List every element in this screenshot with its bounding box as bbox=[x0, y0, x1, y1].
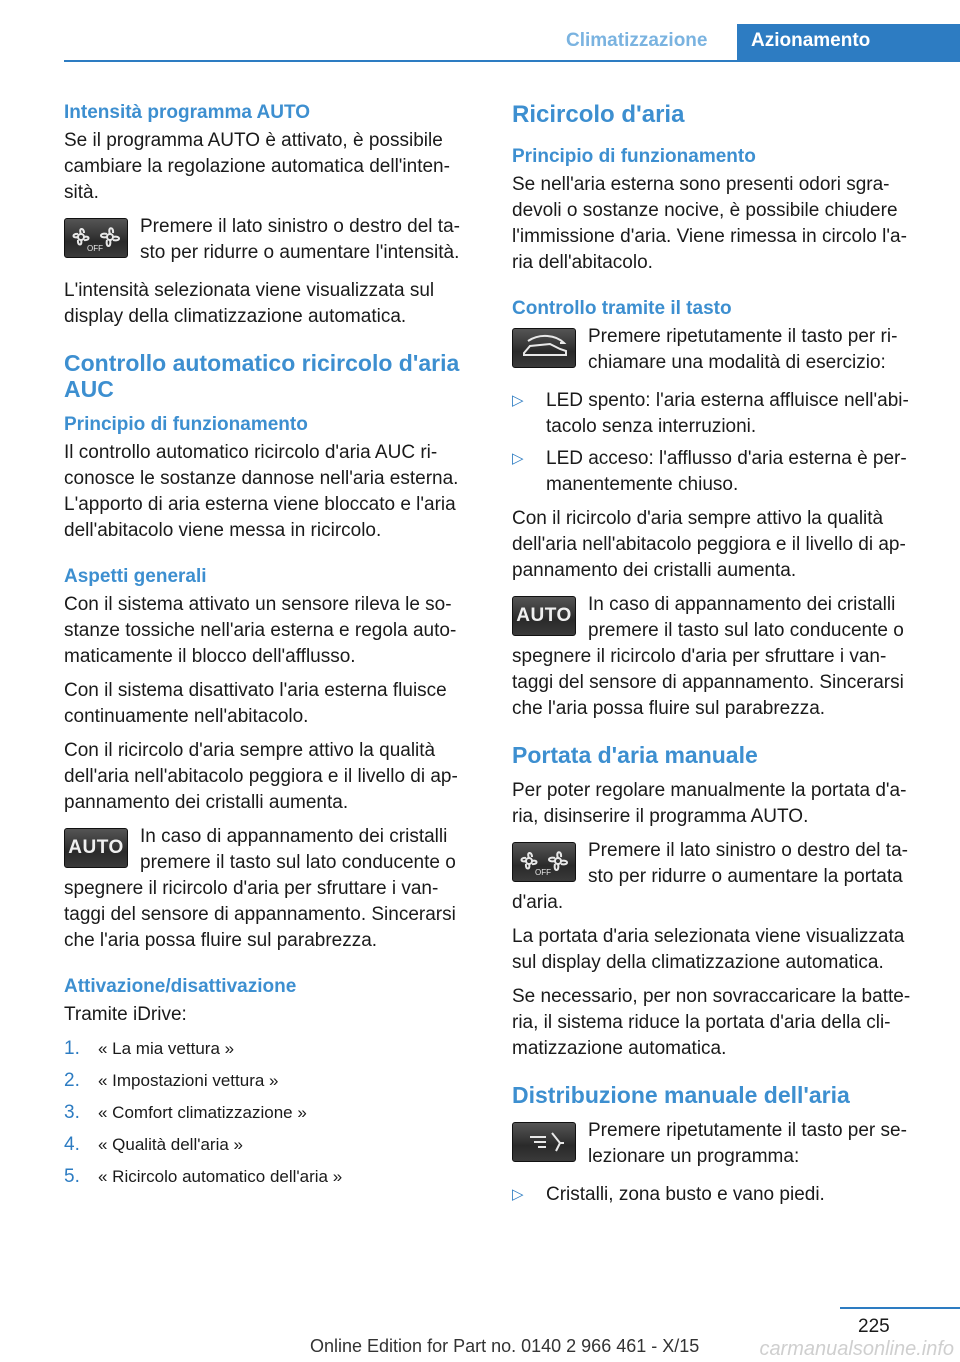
para-batteria: Se necessario, per non sovraccaricare la batte-ria, il sistema riduce la portata d'aria della cli-matizzazione automatica. bbox=[512, 986, 911, 1059]
step-item: 2. « Impostazioni vettura » bbox=[64, 1070, 279, 1091]
para-intensita: Se il programma AUTO è attivato, è possibile cambiare la regolazione automatica dell'inten-sità. bbox=[64, 130, 450, 203]
para-portata: Per poter regolare manualmente la portata d'a-ria, disinserire il programma AUTO. bbox=[512, 780, 907, 827]
para-aspetti-2: Con il sistema disattivato l'aria esterna fluisce continuamente nell'abitacolo. bbox=[64, 680, 447, 727]
header-section-label: Climatizzazione bbox=[566, 30, 708, 51]
heading-intensita: Intensità programma AUTO bbox=[64, 102, 310, 123]
fan-key-row-right bbox=[512, 838, 926, 924]
heading-distribuzione: Distribuzione manuale dell'aria bbox=[512, 1082, 850, 1108]
left-column bbox=[64, 100, 478, 1196]
auto-key-row-left bbox=[64, 824, 478, 962]
watermark: carmanualsonline.info bbox=[759, 1338, 954, 1360]
para-intensita-display: L'intensità selezionata viene visualizzata sul display della climatizzazione automatica. bbox=[64, 280, 435, 327]
led-bullets bbox=[512, 388, 926, 498]
fan-key-icon bbox=[512, 842, 576, 882]
footer-rule bbox=[840, 1307, 960, 1309]
recirc-key-row bbox=[512, 324, 926, 380]
footer-edition: Online Edition for Part no. 0140 2 966 461 - X/15 bbox=[310, 1336, 700, 1356]
auto-key-text-right: In caso di appannamento dei cristalli premere il tasto sul lato conducente o spegnere il ricircolo d'aria per sfruttare i van-taggi del sensore di appannamento. Sincerarsi che l'aria possa fluire sul parabrezza. bbox=[512, 594, 904, 719]
off-label: OFF bbox=[535, 868, 551, 877]
right-column bbox=[512, 100, 926, 1216]
para-principio-left: Il controllo automatico ricircolo d'aria AUC ri-conosce le sostanze dannose nell'aria esterna. L'apporto di aria esterna viene bloccato e l'aria dell'abitacolo viene messa in ricircolo. bbox=[64, 442, 459, 541]
auto-key-icon bbox=[512, 596, 576, 636]
step-item: 1. « La mia vettura » bbox=[64, 1038, 235, 1059]
heading-controllo: Controllo tramite il tasto bbox=[512, 298, 732, 319]
para-tramite: Tramite iDrive: bbox=[64, 1004, 187, 1025]
distribution-bullets bbox=[512, 1182, 926, 1208]
fan-key-text-right: Premere il lato sinistro o destro del ta-sto per ridurre o aumentare la portata d'aria. bbox=[512, 840, 908, 913]
para-portata-display: La portata d'aria selezionata viene visualizzata sul display della climatizzazione automatica. bbox=[512, 926, 905, 973]
list-item: ▷ LED acceso: l'afflusso d'aria esterna è per-manentemente chiuso. bbox=[512, 448, 907, 495]
recirc-key-text: Premere ripetutamente il tasto per ri-chiamare una modalità di esercizio: bbox=[588, 326, 898, 373]
heading-principio-right: Principio di funzionamento bbox=[512, 146, 756, 167]
distribution-key-text: Premere ripetutamente il tasto per se-lezionare un programma: bbox=[588, 1120, 907, 1167]
para-aspetti-1: Con il sistema attivato un sensore rileva le so-stanze tossiche nell'aria esterna e regola auto-maticamente il blocco dell'afflusso. bbox=[64, 594, 457, 667]
auto-key-icon bbox=[64, 828, 128, 868]
list-item: ▷ Cristalli, zona busto e vano piedi. bbox=[512, 1184, 825, 1205]
distribution-key-row bbox=[512, 1118, 926, 1174]
heading-aspetti: Aspetti generali bbox=[64, 566, 207, 587]
off-label: OFF bbox=[87, 244, 103, 253]
heading-ricircolo: Ricircolo d'aria bbox=[512, 101, 685, 128]
page-number: 225 bbox=[858, 1316, 890, 1337]
header-chapter-tab: Azionamento bbox=[737, 24, 960, 62]
auto-key-label: AUTO bbox=[516, 605, 572, 626]
recirculation-icon bbox=[512, 328, 576, 368]
fan-key-text: Premere il lato sinistro o destro del ta-sto per ridurre o aumentare l'intensità. bbox=[140, 216, 460, 263]
heading-attivazione: Attivazione/disattivazione bbox=[64, 976, 297, 997]
step-item: 3. « Comfort climatizzazione » bbox=[64, 1102, 307, 1123]
idrive-steps bbox=[64, 1036, 478, 1190]
para-aspetti-3: Con il ricircolo d'aria sempre attivo la qualità dell'aria nell'abitacolo peggiora e il livello di ap-pannamento dei cristalli aumenta. bbox=[64, 740, 458, 813]
step-item: 5. « Ricircolo automatico dell'aria » bbox=[64, 1166, 343, 1187]
auto-key-label: AUTO bbox=[68, 837, 124, 858]
header-rule bbox=[64, 60, 960, 62]
list-item: ▷ LED spento: l'aria esterna affluisce nell'abi-tacolo senza interruzioni. bbox=[512, 390, 909, 437]
para-ricircolo-sempre: Con il ricircolo d'aria sempre attivo la qualità dell'aria nell'abitacolo peggiora e il livello di ap-pannamento dei cristalli aumenta. bbox=[512, 508, 906, 581]
para-principio-right: Se nell'aria esterna sono presenti odori sgra-devoli o sostanze nocive, è possibile chiudere l'immissione d'aria. Viene rimessa in circolo l'a-ria dell'abitacolo. bbox=[512, 174, 907, 273]
air-distribution-icon bbox=[512, 1122, 576, 1162]
auto-key-text-left: In caso di appannamento dei cristalli premere il tasto sul lato conducente o spegnere il ricircolo d'aria per sfruttare i van-taggi del sensore di appannamento. Sincerarsi che l'aria possa fluire sul parabrezza. bbox=[64, 826, 456, 951]
auto-key-row-right bbox=[512, 592, 926, 730]
step-item: 4. « Qualità dell'aria » bbox=[64, 1134, 243, 1155]
heading-principio-left: Principio di funzionamento bbox=[64, 414, 308, 435]
fan-key-row bbox=[64, 214, 478, 270]
fan-key-icon bbox=[64, 218, 128, 258]
heading-auc: Controllo automatico ricircolo d'aria AUC bbox=[64, 350, 460, 402]
heading-portata: Portata d'aria manuale bbox=[512, 742, 758, 768]
